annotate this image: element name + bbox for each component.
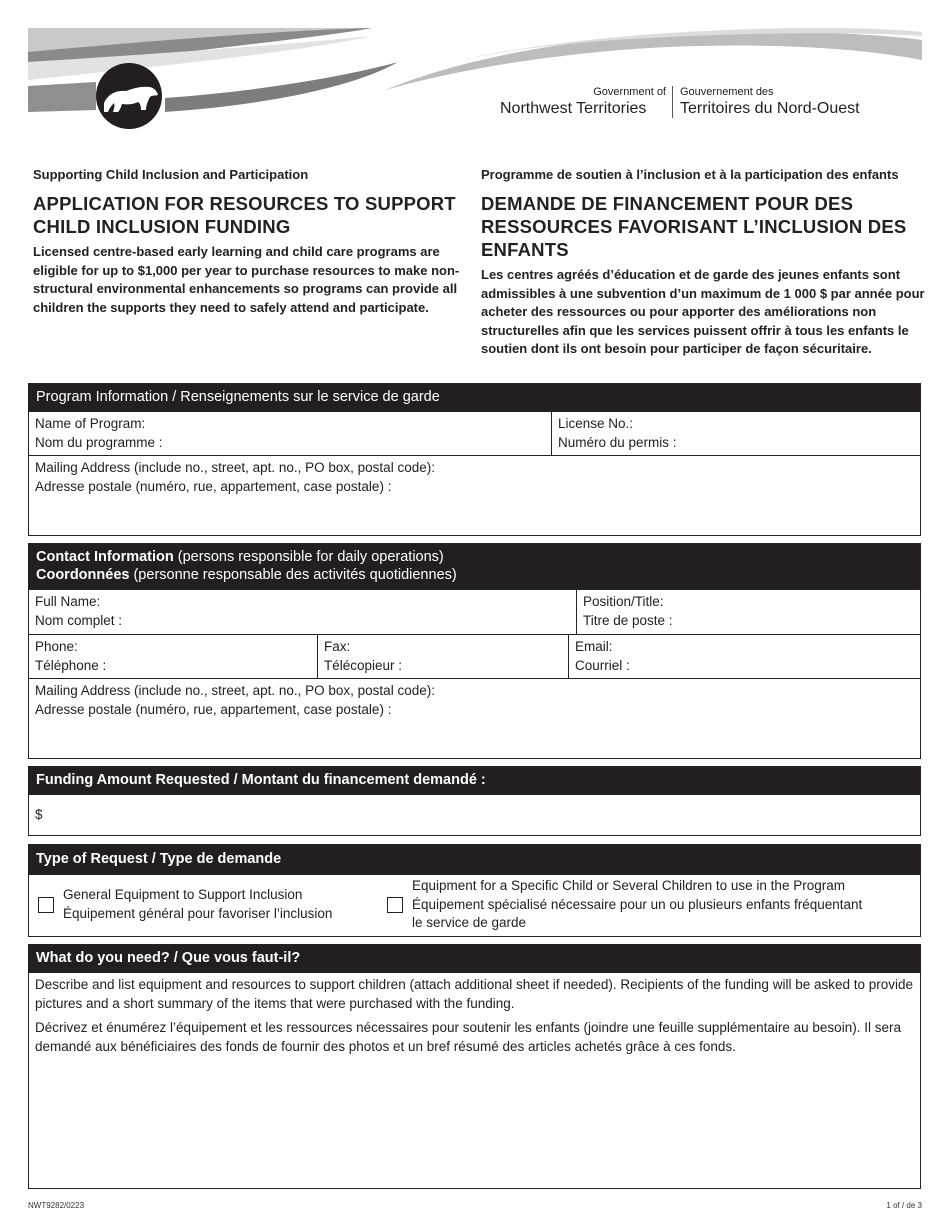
needs-desc-fr: Décrivez et énumérez l’équipement et les ressources nécessaires pour soutenir les enfants (joindre une feuille supplémentaire au besoin). Il sera demandé aux bénéficiaires des fonds de fournir des photos et un bref résumé des articles achetés grâce à ces fonds. — [35, 1020, 901, 1054]
page-number: 1 of / de 3 — [886, 1201, 922, 1210]
program-info-section — [28, 383, 921, 536]
funding-row — [29, 794, 920, 835]
contact-header-fr-bold: Coordonnées — [36, 567, 130, 583]
gov-en-big: Northwest Territories — [500, 100, 647, 117]
intro-fr-title-line2: RESSOURCES FAVORISANT L’INCLUSION DES — [481, 216, 907, 237]
full-name-field[interactable] — [29, 590, 577, 634]
option1-label-en: General Equipment to Support Inclusion — [63, 887, 303, 902]
intro-en-body: Licensed centre-based early learning and child care programs are eligible for up to $1,000 per year to purchase resources to make non-structural environmental enhancements so programs can provide all children the supports they need to safely attend and participate. — [33, 244, 460, 315]
full-name-label-fr: Nom complet : — [35, 612, 123, 628]
contact-header-fr-rest: (personne responsable des activités quotidiennes) — [129, 567, 457, 583]
intro-fr — [481, 167, 925, 359]
gov-en-wordmark — [500, 86, 666, 119]
position-label-fr: Titre de poste : — [583, 612, 673, 628]
program-info-header: Program Information / Renseignements sur le service de garde — [29, 384, 920, 411]
needs-desc-en: Describe and list equipment and resources to support children (attach additional sheet if needed). Recipients of the funding will be asked to provide pictures and a short summary of the items that were purchased with the funding. — [35, 977, 914, 1011]
program-name-label-en: Name of Program: — [35, 416, 146, 431]
program-address-label-fr: Adresse postale (numéro, rue, appartement, case postale) : — [35, 478, 392, 494]
contact-row-2 — [29, 634, 920, 678]
needs-header: What do you need? / Que vous faut-il? — [29, 945, 920, 972]
option2-label-en: Equipment for a Specific Child or Several Children to use in the Program — [412, 878, 845, 893]
contact-address-label-en: Mailing Address (include no., street, apt. no., PO box, postal code): — [35, 683, 435, 698]
fax-label-fr: Télécopieur : — [324, 657, 403, 673]
license-number-field[interactable] — [552, 412, 920, 455]
program-name-label-fr: Nom du programme : — [35, 434, 163, 450]
contact-info-section — [28, 543, 921, 759]
contact-header-en-rest: (persons responsible for daily operations) — [173, 549, 444, 565]
gov-fr-big: Territoires du Nord-Ouest — [680, 100, 860, 117]
position-field[interactable] — [577, 590, 920, 634]
intro-en-subtitle: Supporting Child Inclusion and Participation — [33, 167, 309, 182]
needs-row — [29, 972, 920, 1188]
fax-field[interactable] — [318, 635, 569, 678]
program-row-1 — [29, 411, 920, 455]
option1-label-fr: Équipement général pour favoriser l’inclusion — [63, 905, 333, 921]
general-equipment-checkbox[interactable] — [38, 897, 54, 913]
intro-fr-body: Les centres agréés d’éducation et de garde des jeunes enfants sont admissibles à une subvention d’un maximum de 1 000 $ par année pour acheter des ressources ou pour apporter des améliorations non structurelles afin que les services puissent offrir à tous les enfants le soutien dont ils ont besoin pour participer de façon sécuritaire. — [481, 267, 925, 356]
nwt-logo — [96, 63, 162, 129]
form-id: NWT9282/0223 — [28, 1201, 85, 1210]
intro-en — [33, 167, 463, 317]
intro-fr-subtitle: Programme de soutien à l’inclusion et à la participation des enfants — [481, 167, 899, 182]
contact-info-header — [29, 544, 920, 589]
program-address-field[interactable] — [29, 456, 920, 535]
program-address-label-en: Mailing Address (include no., street, apt. no., PO box, postal code): — [35, 460, 435, 475]
email-field[interactable] — [569, 635, 920, 678]
email-label-en: Email: — [575, 639, 613, 654]
fax-label-en: Fax: — [324, 639, 351, 654]
contact-address-field[interactable] — [29, 679, 920, 758]
email-label-fr: Courriel : — [575, 657, 630, 673]
needs-section — [28, 944, 921, 1189]
license-label-fr: Numéro du permis : — [558, 434, 677, 450]
contact-row-1 — [29, 589, 920, 634]
general-equipment-option — [63, 886, 332, 923]
contact-row-3 — [29, 678, 920, 758]
contact-address-label-fr: Adresse postale (numéro, rue, appartement, case postale) : — [35, 701, 392, 717]
funding-section — [28, 766, 921, 836]
specific-equipment-option — [412, 877, 862, 933]
funding-amount-field[interactable] — [29, 795, 920, 835]
full-name-label-en: Full Name: — [35, 594, 101, 609]
phone-field[interactable] — [29, 635, 318, 678]
gov-en-small: Government of — [593, 86, 666, 98]
intro-en-title-line2: CHILD INCLUSION FUNDING — [33, 216, 291, 237]
request-type-header: Type of Request / Type de demande — [29, 845, 920, 874]
contact-header-en-bold: Contact Information — [36, 549, 174, 565]
needs-description-field[interactable] — [29, 973, 920, 1188]
program-name-field[interactable] — [29, 412, 552, 455]
option2-label-fr-1: Équipement spécialisé nécessaire pour un ou plusieurs enfants fréquentant — [412, 896, 863, 912]
funding-header: Funding Amount Requested / Montant du financement demandé : — [29, 767, 920, 794]
phone-label-en: Phone: — [35, 639, 78, 654]
license-label-en: License No.: — [558, 416, 634, 431]
gov-fr-wordmark — [680, 86, 860, 119]
intro-en-title-line1: APPLICATION FOR RESOURCES TO SUPPORT — [33, 193, 456, 214]
request-type-section — [28, 844, 921, 937]
request-type-row — [29, 874, 920, 936]
position-label-en: Position/Title: — [583, 594, 664, 609]
currency-symbol: $ — [35, 807, 43, 822]
option2-label-fr-2: le service de garde — [412, 915, 527, 930]
intro-fr-title-line1: DEMANDE DE FINANCEMENT POUR DES — [481, 193, 854, 214]
phone-label-fr: Téléphone : — [35, 657, 107, 673]
gov-fr-small: Gouvernement des — [680, 86, 774, 98]
intro-fr-title-line3: ENFANTS — [481, 239, 569, 260]
program-row-2 — [29, 455, 920, 535]
wordmark-divider — [672, 86, 673, 118]
specific-equipment-checkbox[interactable] — [387, 897, 403, 913]
